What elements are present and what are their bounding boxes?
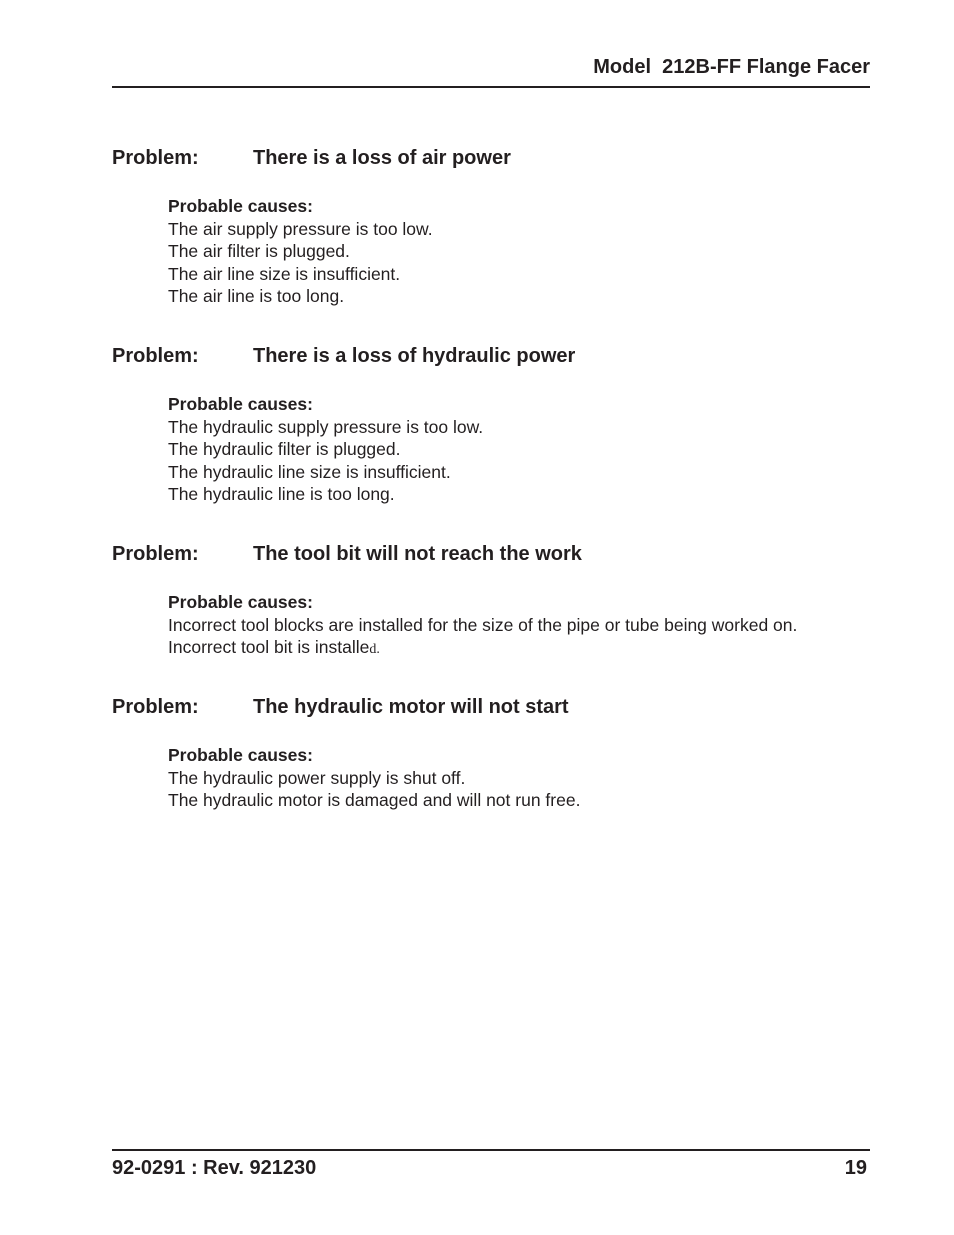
problem-heading [112,345,870,371]
problem-heading [112,543,870,569]
problem-section [112,345,870,506]
causes-label: Probable causes: [168,196,313,216]
causes-label: Probable causes: [168,592,313,612]
cause-item: The hydraulic line is too long. [168,484,395,504]
cause-item: The hydraulic line size is insufficient. [168,461,451,482]
problem-section [112,696,870,812]
cause-item [168,636,870,662]
problem-title: There is a loss of air power [253,147,511,169]
cause-item: The hydraulic power supply is shut off. [168,767,466,788]
page-footer [112,1149,870,1179]
problem-section [112,147,870,308]
cause-item: The air supply pressure is too low. [168,218,433,239]
cause-item: The hydraulic filter is plugged. [168,439,401,459]
probable-causes [168,393,870,506]
cause-text-tail: d. [369,642,380,657]
cause-item: Incorrect tool blocks are installed for the size of the pipe or tube being worked on. [168,614,798,635]
cause-item: The air line size is insufficient. [168,263,401,284]
probable-causes [168,591,870,662]
problem-section [112,543,870,662]
problem-label: Problem: [112,543,199,565]
probable-causes [168,195,870,308]
cause-item: The hydraulic supply pressure is too low. [168,416,484,437]
causes-label: Probable causes: [168,394,313,414]
page-number: 19 [844,1157,867,1179]
causes-label: Probable causes: [168,745,313,765]
document-revision: 92-0291 : Rev. 921230 [112,1157,317,1179]
problem-label: Problem: [112,345,199,367]
cause-item: The air line is too long. [168,286,345,306]
cause-text: Incorrect tool bit is installe [168,637,370,657]
probable-causes [168,744,870,812]
cause-item: The hydraulic motor is damaged and will not run free. [168,790,581,810]
page-header [112,52,870,88]
page-title: Model 212B-FF Flange Facer [593,56,870,78]
problem-heading [112,147,870,173]
problem-title: The hydraulic motor will not start [253,696,569,718]
cause-item: The air filter is plugged. [168,241,350,261]
problem-title: The tool bit will not reach the work [253,543,582,565]
problem-label: Problem: [112,147,199,169]
problem-title: There is a loss of hydraulic power [253,345,576,367]
problem-heading [112,696,870,722]
problem-label: Problem: [112,696,199,718]
